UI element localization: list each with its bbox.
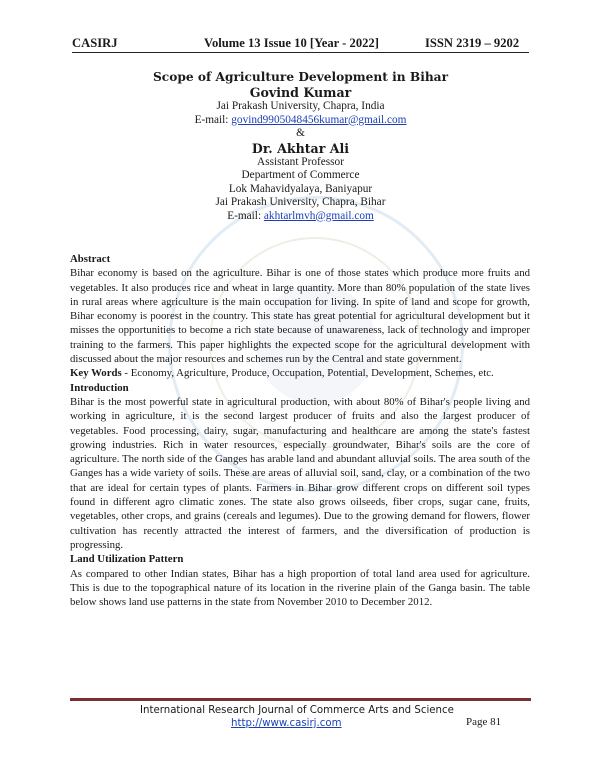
author-1-email-link[interactable]: govind9905048456kumar@gmail.com — [231, 113, 407, 126]
author-1-email-line — [72, 114, 529, 128]
header-volume: Volume 13 Issue 10 [Year - 2022] — [204, 36, 379, 50]
author-2-role: Assistant Professor — [257, 155, 344, 168]
footer-url-link[interactable]: http://www.casirj.com — [231, 718, 342, 729]
author-2-name: Dr. Akhtar Ali — [251, 140, 350, 156]
page-number: Page 81 — [466, 716, 502, 728]
email-label: E-mail: — [194, 113, 232, 126]
footer-journal-name: International Research Journal of Commerce Arts and Science — [140, 705, 454, 716]
author-1-affiliation: Jai Prakash University, Chapra, India — [216, 100, 385, 112]
keywords-paragraph — [70, 366, 530, 380]
paper-title: Scope of Agriculture Development in Bihar — [153, 70, 448, 84]
author-1-name: Govind Kumar — [249, 85, 352, 100]
introduction-heading: Introduction — [70, 381, 129, 394]
author-2-college: Lok Mahavidyalaya, Baniyapur — [228, 182, 373, 195]
footer-divider — [70, 698, 531, 701]
author-2-university: Jai Prakash University, Chapra, Bihar — [215, 196, 386, 208]
author-2-email-link[interactable]: akhtarlmvh@gmail.com — [263, 209, 374, 222]
land-utilization-heading: Land Utilization Pattern — [70, 553, 184, 566]
land-utilization-text: As compared to other Indian states, Bihar has a high proportion of total land area used for agriculture. This is due to the topographical nature of its location in the riverine plain of the Ganga basin. The table below shows land use patterns in the state from November 2010 to December 2012. — [70, 567, 530, 609]
header-issn: ISSN 2319 – 9202 — [425, 36, 520, 50]
keywords-label: Key Words — [70, 367, 122, 380]
email-label: E-mail: — [227, 209, 264, 222]
abstract-heading: Abstract — [70, 253, 111, 265]
author-2-email-line — [72, 210, 529, 224]
author-2-department: Department of Commerce — [241, 169, 360, 181]
header-journal: CASIRJ — [72, 36, 118, 50]
keywords-text: - Economy, Agriculture, Produce, Occupation, Potential, Development, Schemes, etc. — [121, 367, 494, 380]
article-body — [70, 252, 530, 609]
title-block — [72, 70, 529, 223]
abstract-text: Bihar economy is based on the agriculture. Bihar is one of those states which produce more fruits and vegetables. It also produces rice and wheat in large quantity. More than 80% population of the state lives in rural areas where agriculture is the main occupation for living. In spite of land and scope for growth, Bihar economy is poorest in the country. This state has great potential for agricultural development but it misses the opportunities to become a rich state because of unawareness, lack of technology and improper training to the farmers. This paper highlights the expected scope for the agricultural development with discussed about the major resources and schemes run by the Central and state government. — [70, 267, 530, 366]
author-conjunction: & — [296, 127, 305, 139]
running-header — [72, 36, 529, 53]
introduction-text: Bihar is the most powerful state in agricultural production, with about 80% of Bihar's people living and working in agriculture, it is the second largest producer of fruits and also the largest producer of vegetables. Food processing, dairy, sugar, manufacturing and healthcare are among the state's fastest growing industries. Rich in water resources, especially groundwater, Bihar's soils are the core of agriculture. The north side of the Ganges has arable land and abundant alluvial soils. The area south of the Ganges has a wide variety of soils. These are areas of alluvial soil, sand, clay, or a combination of the two that are ideal for certain types of plants. Farmers in Bihar grow different crops on different soil types found in different agro climatic zones. The state also grows oilseeds, fiber crops, sugar cane, fruits, vegetables, other crops, and grains (cereals and legumes). Due to the growing demand for flowers, flower cultivation has recently attracted the interest of farmers, and the diversification of production is progressing. — [70, 395, 530, 551]
